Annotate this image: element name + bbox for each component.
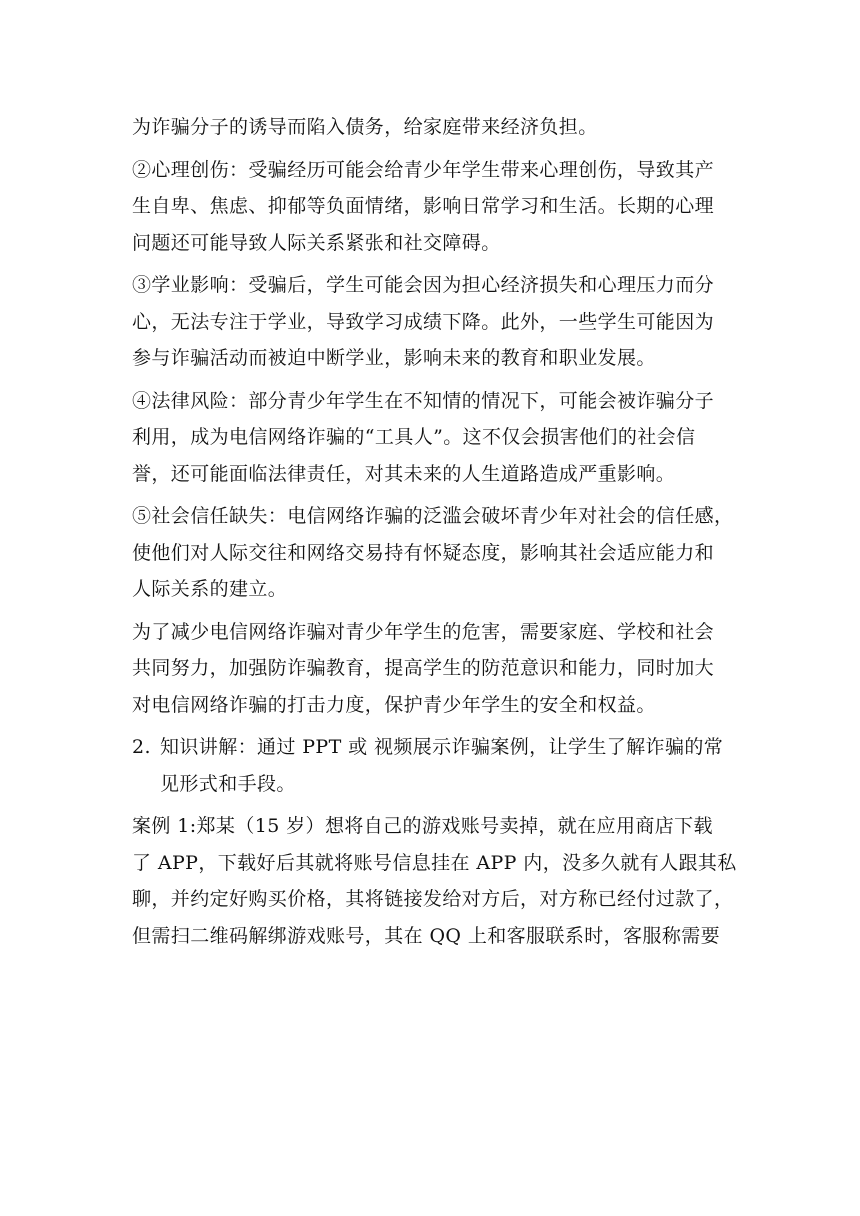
paragraph-line: 生自卑、焦虑、抑郁等负面情绪，影响日常学习和生活。长期的心理 <box>132 195 715 217</box>
paragraph-line: 人际关系的建立。 <box>132 578 288 600</box>
paragraph-line: ④法律风险：部分青少年学生在不知情的情况下，可能会被诈骗分子 <box>132 389 715 412</box>
list-item <box>132 729 742 766</box>
list-number: 2. <box>132 736 151 758</box>
paragraph-line: 但需扫二维码解绑游戏账号，其在 QQ 上和客服联系时，客服称需要 <box>132 924 721 947</box>
paragraph-line: 利用，成为电信网络诈骗的“工具人”。这不仅会损害他们的社会信 <box>132 426 696 448</box>
paragraph-line: ③学业影响：受骗后，学生可能会因为担心经济损失和心理压力而分 <box>132 274 715 296</box>
paragraph-line: 问题还可能导致人际关系紧张和社交障碍。 <box>132 231 501 254</box>
paragraph-line: ②心理创伤：受骗经历可能会给青少年学生带来心理创伤，导致其产 <box>132 158 715 181</box>
paragraph-line: 共同努力，加强防诈骗教育，提高学生的防范意识和能力，同时加大 <box>132 657 715 679</box>
paragraph-line: 为诈骗分子的诱导而陷入债务，给家庭带来经济负担。 <box>132 116 598 138</box>
paragraph-line: 参与诈骗活动而被迫中断学业，影响未来的教育和职业发展。 <box>132 347 656 369</box>
paragraph-line: 了 APP，下载好后其就将账号信息挂在 APP 内，没多久就有人跟其私 <box>132 851 737 874</box>
paragraph-line: 使他们对人际交往和网络交易持有怀疑态度，影响其社会适应能力和 <box>132 541 715 564</box>
paragraph-line: 誉，还可能面临法律责任，对其未来的人生道路造成严重影响。 <box>132 462 676 485</box>
paragraph-line: 对电信网络诈骗的打击力度，保护青少年学生的安全和权益。 <box>132 693 656 716</box>
paragraph-line: 心，无法专注于学业，导致学习成绩下降。此外，一些学生可能因为 <box>132 310 715 333</box>
paragraph-line: 为了减少电信网络诈骗对青少年学生的危害，需要家庭、学校和社会 <box>132 620 715 643</box>
list-item-text: 知识讲解：通过 PPT 或 视频展示诈骗案例，让学生了解诈骗的常 <box>160 736 724 758</box>
paragraph-line: 聊，并约定好购买价格，其将链接发给对方后，对方称已经付过款了， <box>132 888 734 910</box>
paragraph-line: ⑤社会信任缺失：电信网络诈骗的泛滥会破坏青少年对社会的信任感， <box>132 505 734 527</box>
paragraph-line: 案例 1:郑某（15 岁）想将自己的游戏账号卖掉，就在应用商店下载 <box>132 815 713 837</box>
list-item-continuation: 见形式和手段。 <box>160 772 296 795</box>
document-body <box>132 109 742 954</box>
